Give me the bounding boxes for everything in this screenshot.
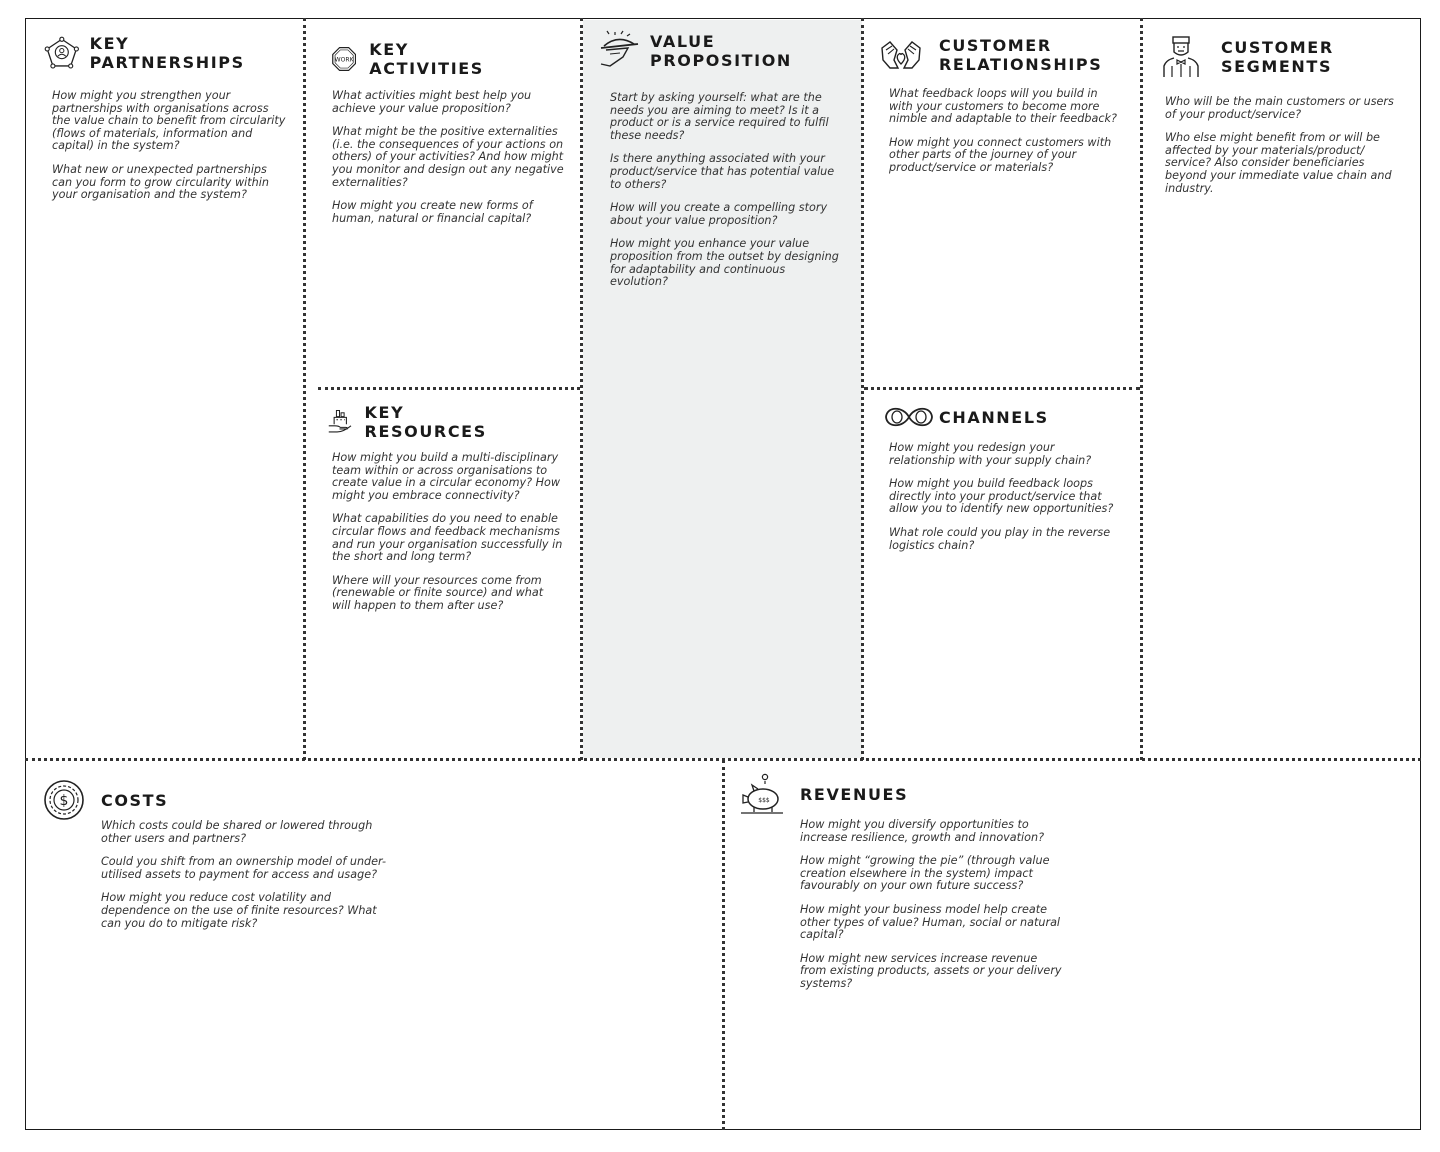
revenues-question-4: How might new services increase revenue from existing products, assets or your delivery systems? <box>800 951 1062 990</box>
divider-activities-value <box>580 18 583 760</box>
customer-segments-title: CUSTOMER SEGMENTS <box>1221 38 1334 76</box>
svg-text:$$$: $$$ <box>758 797 770 804</box>
costs-title: COSTS <box>101 790 169 810</box>
svg-text:$: $ <box>59 793 69 809</box>
network-person-icon <box>44 33 80 73</box>
infinity-loop-icon <box>883 404 935 430</box>
revenues-question-1: How might you diversify opportunities to increase resilience, growth and innovation? <box>800 818 1045 844</box>
key-partnerships-question-2: What new or unexpected partnerships can you form to grow circularity within your organisation and the system? <box>52 162 269 202</box>
customer-relationships-question-2: How might you connect customers with other parts of the journey of your product/service or materials? <box>889 135 1112 174</box>
costs-question-3: How might you reduce cost volatility and dependence on the use of finite resources? What can you do to mitigate risk? <box>101 891 377 930</box>
key-resources-question-3: Where will your resources come from (renewable or finite source) and what will happen to them after use? <box>332 573 544 612</box>
customer-segments-question-1: Who will be the main customers or users of your product/service? <box>1165 95 1394 121</box>
value-proposition-question-4: How might you enhance your value proposition from the outset by designing for adaptability and continuous evolution? <box>610 237 839 289</box>
divider-partnerships-activities <box>303 18 306 760</box>
hand-holding-factory-icon <box>328 405 353 439</box>
revenues-question-3: How might your business model help create other types of value? Human, social or natural capital? <box>800 902 1061 942</box>
divider-costs-revenues <box>722 760 725 1130</box>
value-proposition-question-1: Start by asking yourself: what are the needs you are aiming to meet? Is it a product or is a service required to fulfil these needs? <box>610 91 829 142</box>
key-activities-question-2: What might be the positive externalities (i.e. the consequences of your actions on others) of your activities? And how might you monitor and design out any negative externalities? <box>332 125 564 189</box>
key-resources-title: KEY RESOURCES <box>364 403 487 441</box>
dollar-coin-icon <box>43 779 85 821</box>
channels-question-1: How might you redesign your relationship with your supply chain? <box>889 441 1092 467</box>
person-with-bowtie-icon <box>1161 36 1201 78</box>
key-partnerships-question-1: How might you strengthen your partnerships with organisations across the value chain to benefit from circularity (flows of materials, information and capital) in the system? <box>52 89 286 153</box>
value-proposition-question-2: Is there anything associated with your product/service that has potential value to others? <box>610 152 835 191</box>
key-activities-question-1: What activities might best help you achieve your value proposition? <box>332 89 532 115</box>
key-partnerships-title: KEY PARTNERSHIPS <box>89 34 245 72</box>
channels-question-3: What role could you play in the reverse logistics chain? <box>889 525 1111 552</box>
divider-top-bottom <box>25 758 1421 761</box>
value-proposition-title: VALUE PROPOSITION <box>650 32 792 70</box>
key-activities-question-3: How might you create new forms of human, natural or financial capital? <box>332 199 533 225</box>
key-resources-question-2: What capabilities do you need to enable circular flows and feedback mechanisms and run your organisation successfully in the short and long term? <box>332 512 563 564</box>
divider-activities-resources <box>318 387 580 390</box>
costs-question-1: Which costs could be shared or lowered through other users and partners? <box>101 819 373 845</box>
divider-relationships-segments <box>1140 18 1143 760</box>
svg-text:WORK: WORK <box>334 56 354 64</box>
piggy-bank-icon <box>740 773 784 815</box>
revenues-question-2: How might “growing the pie” (through value creation elsewhere in the system) impact favourably on your own future success? <box>800 854 1050 893</box>
revenues-title: REVENUES <box>800 784 909 804</box>
serving-tray-icon <box>598 30 640 72</box>
channels-title: CHANNELS <box>939 407 1049 427</box>
costs-question-2: Could you shift from an ownership model of under-utilised assets to payment for access and usage? <box>101 855 387 881</box>
customer-segments-question-2: Who else might benefit from or will be affected by your materials/product/ service? Also consider beneficiaries beyond your immediate value chain and industry. <box>1165 131 1392 195</box>
channels-question-2: How might you build feedback loops directly into your product/service that allow you to identify new opportunities? <box>889 477 1114 516</box>
work-stop-sign-icon <box>332 43 356 75</box>
value-proposition-question-3: How will you create a compelling story about your value proposition? <box>610 201 828 227</box>
hands-heart-icon <box>880 38 922 72</box>
divider-relationships-channels <box>864 387 1140 390</box>
key-activities-title: KEY ACTIVITIES <box>369 40 484 78</box>
customer-relationships-question-1: What feedback loops will you build in with your customers to become more nimble and adaptable to their feedback? <box>889 87 1117 126</box>
customer-relationships-title: CUSTOMER RELATIONSHIPS <box>939 36 1103 74</box>
key-resources-question-1: How might you build a multi-disciplinary team within or across organisations to create value in a circular economy? How might you embrace connectivity? <box>332 451 561 502</box>
